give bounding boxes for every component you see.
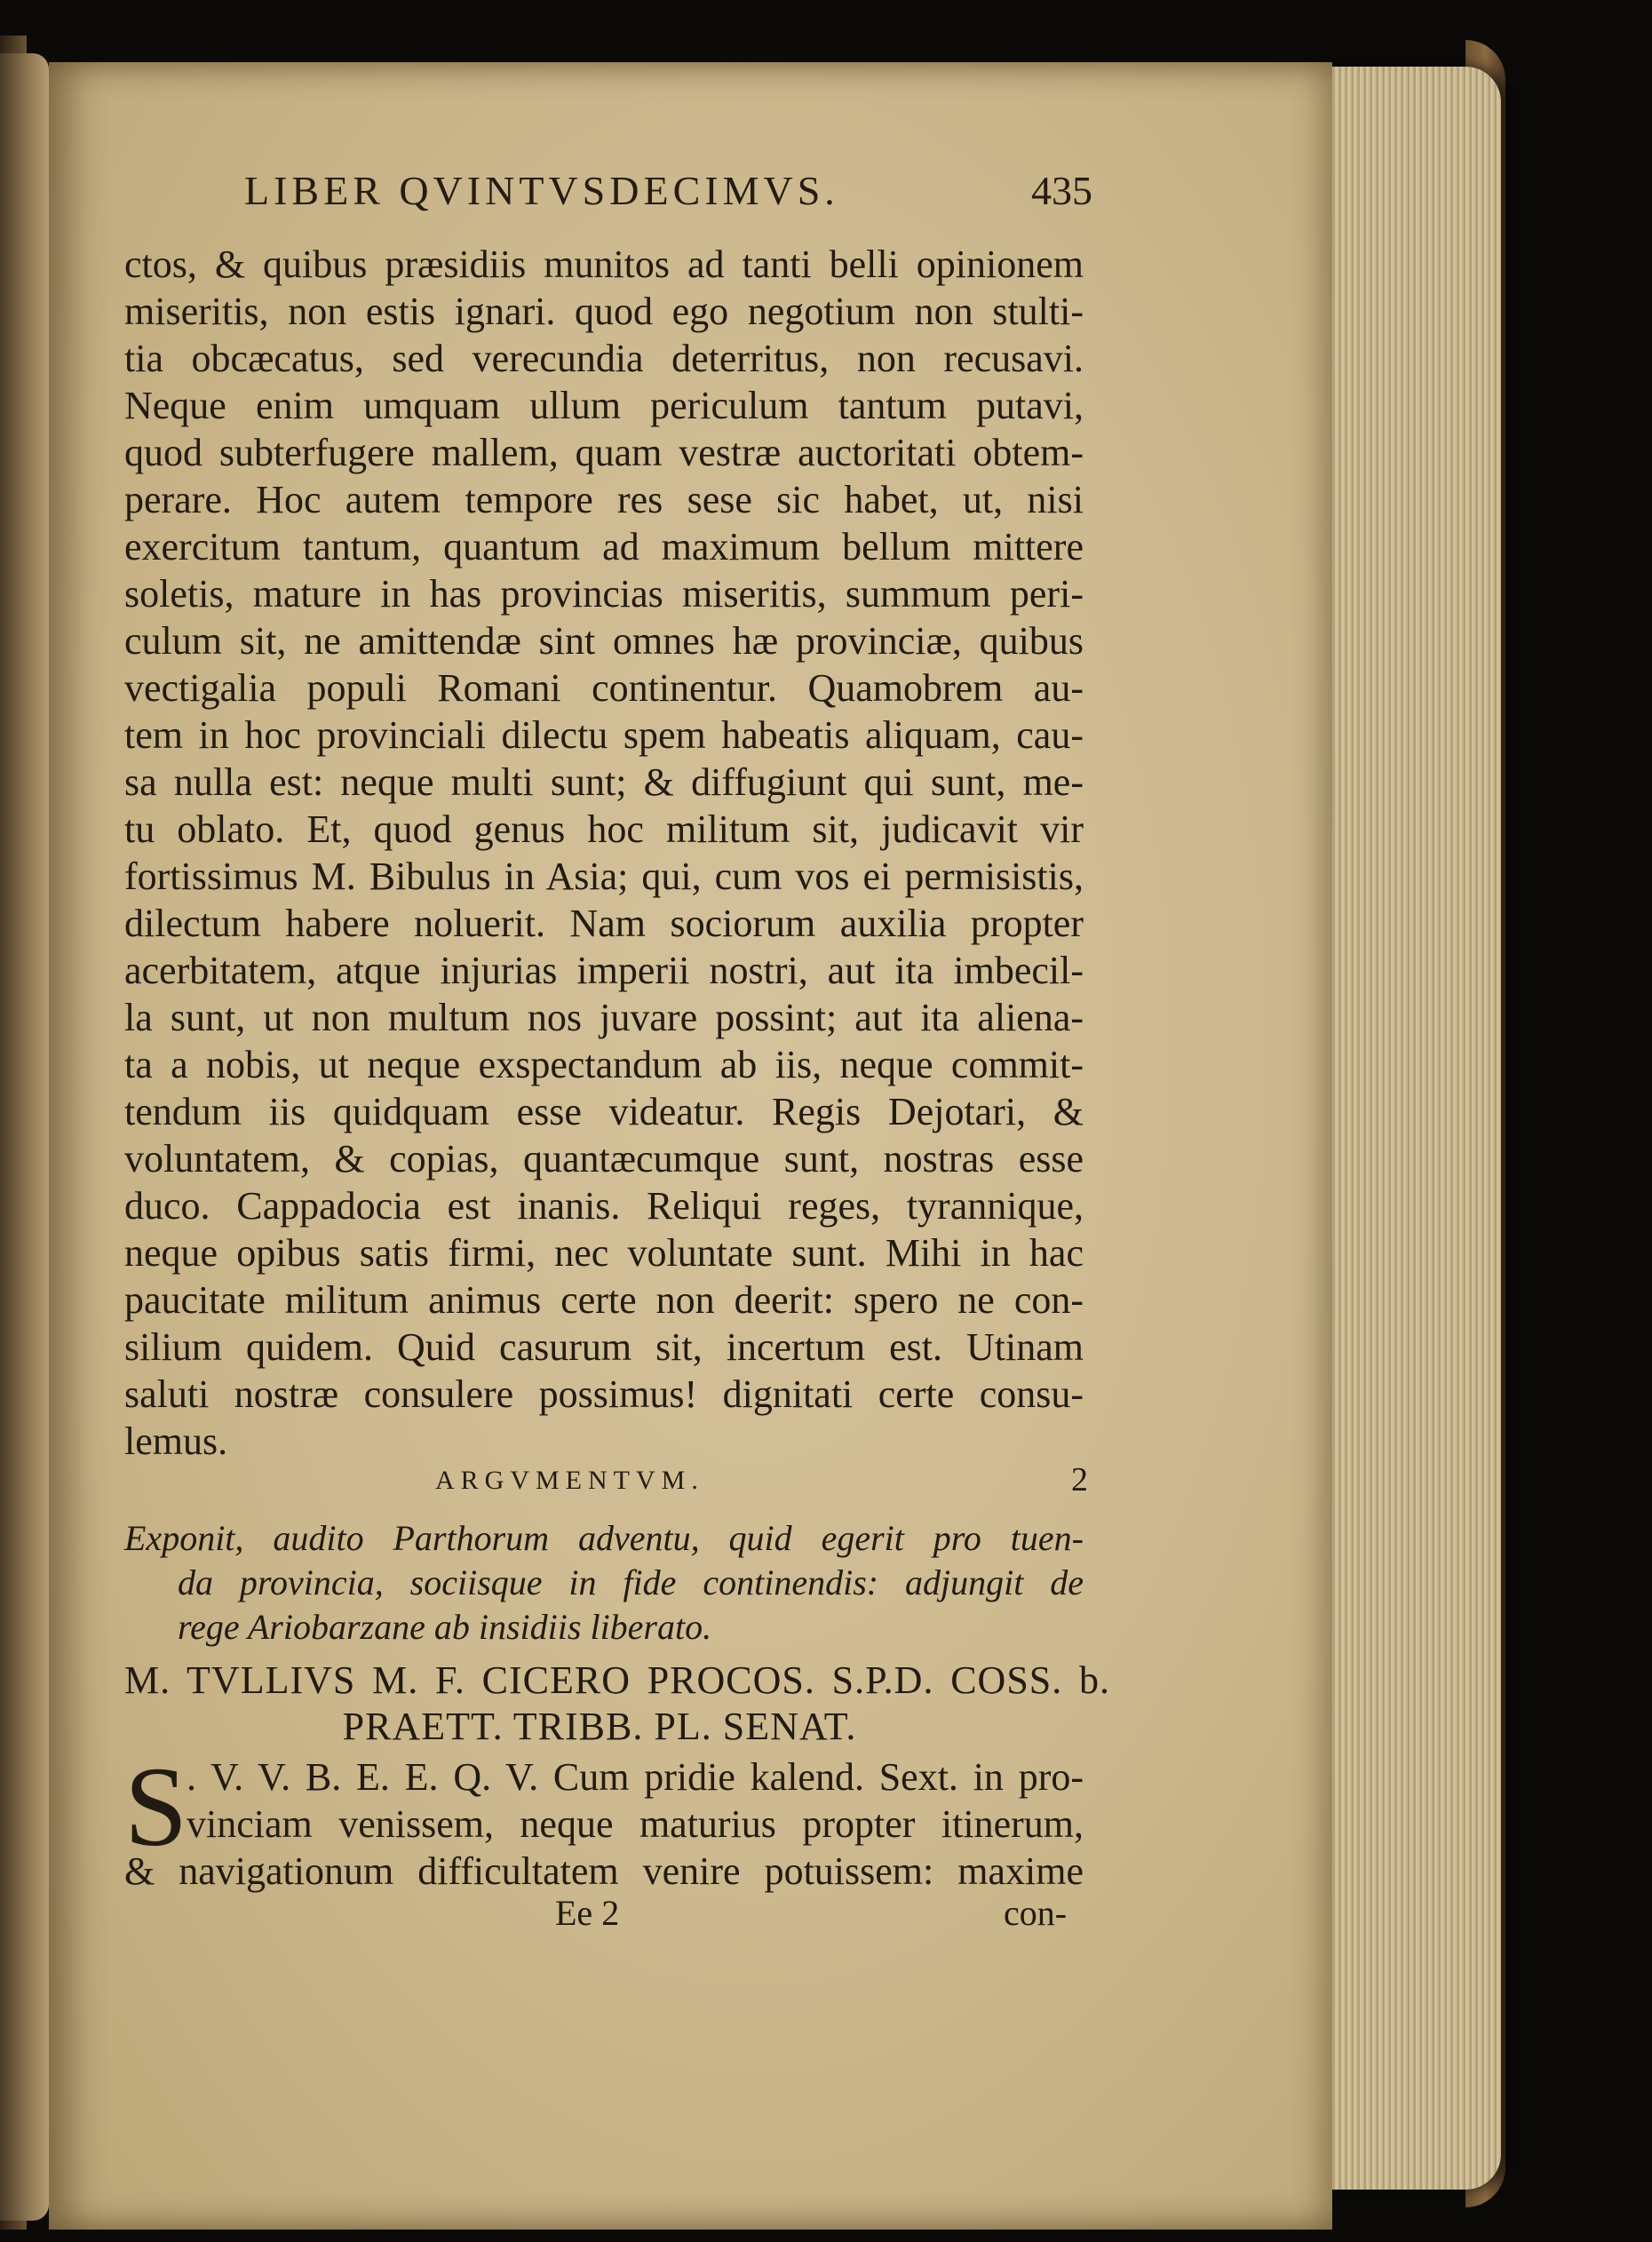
body-line: culum sit, ne amittendæ sint omnes hæ provinciæ, quibus <box>124 619 1084 663</box>
body-line: voluntatem, & copias, quantæcumque sunt, nostras esse <box>124 1137 1084 1181</box>
drop-cap: S <box>124 1744 188 1870</box>
body-line: tendum iis quidquam esse videatur. Regis Dejotari, & <box>124 1090 1084 1133</box>
body-line: saluti nostræ consulere possimus! dignitati certe consu- <box>124 1372 1084 1416</box>
body-line: vectigalia populi Romani continentur. Quamobrem au- <box>124 666 1084 710</box>
body-line: silium quidem. Quid casurum sit, incertum est. Utinam <box>124 1325 1084 1369</box>
argument-heading <box>435 1461 1088 1499</box>
body-line: neque opibus satis firmi, nec voluntate sunt. Mihi in hac <box>124 1231 1084 1275</box>
page-fore-edge <box>1323 67 1501 2190</box>
signature-mark: Ee 2 <box>555 1893 620 1933</box>
body-line: dilectum habere noluerit. Nam sociorum auxilia propter <box>124 902 1084 945</box>
body-line: quod subterfugere mallem, quam vestræ auctoritati obtem- <box>124 431 1084 474</box>
letter-line: & navigationum difficultatem venire potuissem: maxime <box>124 1849 1084 1893</box>
letter-heading-line: M. TVLLIVS M. F. CICERO PROCOS. S.P.D. COSS. b. <box>124 1658 1110 1702</box>
letter-line: . V. V. B. E. E. Q. V. Cum pridie kalend. Sext. in pro- <box>187 1755 1084 1799</box>
body-line: ctos, & quibus præsidiis munitos ad tanti belli opinionem <box>124 242 1084 286</box>
body-line: perare. Hoc autem tempore res sese sic habet, ut, nisi <box>124 478 1084 521</box>
body-line: acerbitatem, atque injurias imperii nostri, aut ita imbecil- <box>124 949 1084 992</box>
body-line: miseritis, non estis ignari. quod ego negotium non stulti- <box>124 290 1084 333</box>
letter-line: vinciam venissem, neque maturius propter itinerum, <box>187 1802 1084 1846</box>
page-number: 435 <box>1031 168 1092 213</box>
argument-line: Exponit, audito Parthorum adventu, quid egerit pro tuen- <box>124 1518 1084 1558</box>
letter-heading-line: PRAETT. TRIBB. PL. SENAT. <box>342 1705 857 1748</box>
body-line: paucitate militum animus certe non deerit: spero ne con- <box>124 1278 1084 1322</box>
argument-heading-text: ARGVMENTVM. <box>435 1466 704 1495</box>
running-title: LIBER QVINTVSDECIMVS. <box>244 168 839 213</box>
body-line: soletis, mature in has provincias miseritis, summum peri- <box>124 572 1084 616</box>
body-line: tu oblato. Et, quod genus hoc militum sit, judicavit vir <box>124 807 1084 851</box>
body-line: Neque enim umquam ullum periculum tantum putavi, <box>124 384 1084 427</box>
argument-line: rege Ariobarzane ab insidiis liberato. <box>178 1607 712 1647</box>
body-line: duco. Cappadocia est inanis. Reliqui reges, tyrannique, <box>124 1184 1084 1228</box>
body-line: ta a nobis, ut neque exspectandum ab iis, neque commit- <box>124 1043 1084 1086</box>
body-line: tem in hoc provinciali dilectu spem habeatis aliquam, cau- <box>124 713 1084 757</box>
catchword: con- <box>1004 1893 1068 1933</box>
argument-line: da provincia, sociisque in fide continendis: adjungit de <box>178 1562 1084 1602</box>
argument-number: 2 <box>1071 1461 1088 1499</box>
body-line: exercitum tantum, quantum ad maximum bellum mittere <box>124 525 1084 568</box>
body-line: fortissimus M. Bibulus in Asia; qui, cum vos ei permisistis, <box>124 855 1084 898</box>
body-line: lemus. <box>124 1419 228 1463</box>
body-line: la sunt, ut non multum nos juvare possint; aut ita aliena- <box>124 996 1084 1039</box>
body-line: sa nulla est: neque multi sunt; & diffugiunt qui sunt, me- <box>124 760 1084 804</box>
book-gutter <box>0 53 49 2221</box>
body-line: tia obcæcatus, sed verecundia deterritus, non recusavi. <box>124 337 1084 380</box>
